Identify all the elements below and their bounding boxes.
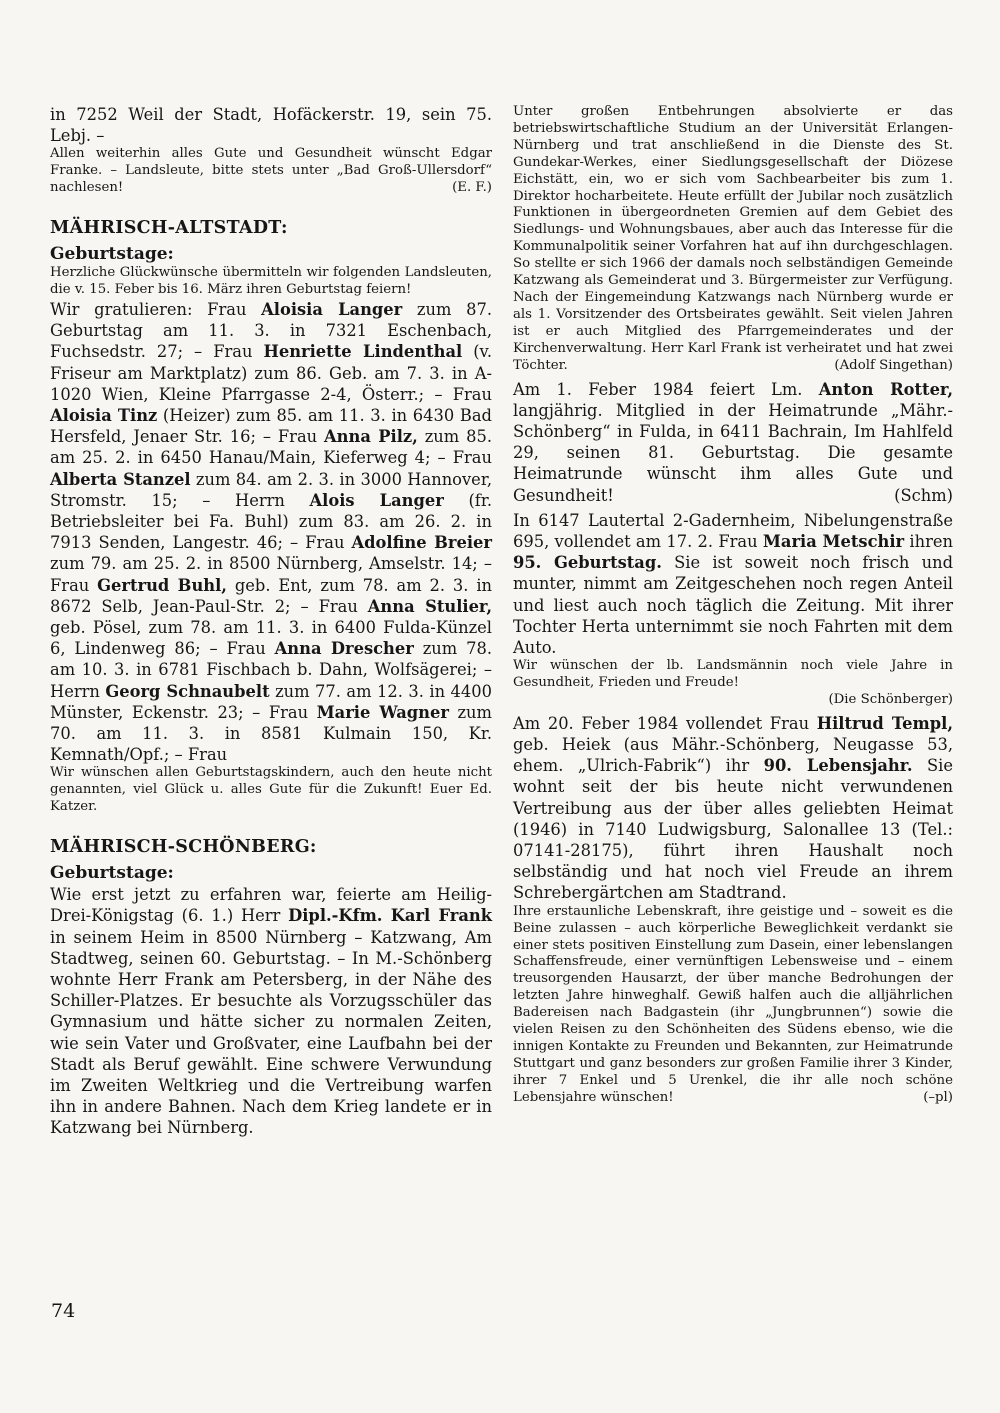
intro-note-text: Allen weiterhin alles Gute und Gesundheit wünscht Edgar Franke. – Landsleute, bitte stets unter „Bad Groß-Ullersdorf“ nachlesen! bbox=[50, 146, 492, 196]
person-name: Marie Wagner bbox=[316, 702, 449, 722]
list-run: (v. Friseur am Marktplatz) zum 86. Geb. am 7. 3. in A-1020 Wien, Kleine Pfarrgasse 2-4, Österr.; – Frau bbox=[50, 342, 492, 404]
intro-note bbox=[50, 146, 492, 197]
person-name: Alois Langer bbox=[309, 490, 444, 510]
metschir-article bbox=[513, 510, 953, 658]
metschir-wish: Wir wünschen der lb. Landsmännin noch viele Jahre in Gesundheit, Frieden und Freude! bbox=[513, 658, 953, 691]
list-run: zum 78. am 10. 3. in 6781 Fischbach b. Dahn, Wolfsägerei; – Herrn bbox=[50, 639, 492, 701]
list-run: zum 79. am 25. 2. in 8500 Nürnberg, Amselstr. 14; – Frau bbox=[50, 554, 492, 595]
list-run: zum 77. am 12. 3. in 4400 Münster, Eckenstr. 23; – Frau bbox=[50, 681, 492, 722]
article-run: Unter großen Entbehrungen absolvierte er das betriebswirtschaftliche Studium an der Universität Erlangen-Nürnberg und trat anschließend in die Dienste des St. Gundekar-Werkes, einer Siedlungsgesellschaft der Diözese Eichstätt, ein, wo er sich vom Sachbearbeiter bis zum 1. Direktor hocharbeitete. Heute erfüllt der Jubilar noch zusätzlich Funktionen in übergeordneten Gremien auf dem Gebiet des Siedlungs- und Wohnungsbaues, aber auch das Interesse für die Kommunalpolitik seiner Vorfahren hat auf ihn durchgeschlagen. So stellte er sich 1966 der damals noch selbständigen Gemeinde Katzwang als Gemeinderat und 3. Bürgermeister zur Verfügung. Nach der Eingemeindung Katzwangs nach Nürnberg wurde er als 1. Vorsitzender des Ortsbeirates gewählt. Seit vielen Jahren ist er auch Mitglied des Pfarrgemeinderates und der Kirchenverwaltung. Herr Karl Frank ist verheiratet und hat zwei Töchter. bbox=[513, 104, 953, 373]
templ-tribute bbox=[513, 904, 953, 1107]
templ-signature: (–pl) bbox=[923, 1089, 953, 1105]
person-name: Adolfine Breier bbox=[351, 533, 492, 553]
person-name: Dipl.-Kfm. Karl Frank bbox=[288, 906, 492, 926]
list-run: (Heizer) zum 85. am 11. 3. in 6430 Bad Hersfeld, Jenaer Str. 16; – Frau bbox=[50, 405, 492, 447]
article-run: Sie ist soweit noch frisch und munter, nimmt am Zeitgeschehen noch regen Anteil und liest auch noch täglich die Zeitung. Mit ihrer Tochter Herta unternimmt sie noch Fahrten mit dem Auto. bbox=[513, 553, 953, 657]
list-run: Wir gratulieren: Frau bbox=[50, 299, 262, 319]
person-name: Maria Metschir bbox=[762, 531, 905, 551]
list-run: (fr. Betriebsleiter bei Fa. Buhl) zum 83. am 26. 2. in 7913 Senden, Langestr. 46; – Frau bbox=[50, 490, 492, 553]
section-heading-schoenberg: MÄHRISCH-SCHÖNBERG: bbox=[50, 837, 317, 858]
birthday-highlight: 95. Geburtstag. bbox=[513, 553, 662, 573]
list-run: geb. Ent, zum 78. am 2. 3. in 8672 Selb, Jean-Paul-Str. 2; – Frau bbox=[50, 575, 493, 616]
person-name: Hiltrud Templ, bbox=[816, 713, 954, 733]
article-run: In 6147 Lautertal 2-Gadernheim, Nibelungenstraße 695, vollendet am 17. 2. Frau bbox=[513, 510, 953, 551]
person-name: Alberta Stanzel bbox=[50, 469, 191, 489]
article-run: Ihre erstaunliche Lebenskraft, ihre geistige und – soweit es die Beine zulassen – auch körperliche Beweglichkeit verdankt sie einer stets positiven Einstellung zum Dasein, einer lebenslangen Schaffensfreude, einer vernünftigen Lebensweise und – einem treusorgenden Hausarzt, der über manche Bedrohungen der letzten Jahre hinweghalf. Gewiß halfen auch die alljährlichen Badereisen nach Badgastein (ihr „Jungbrunnen“) sowie die vielen Reisen zu den Schönheiten des Südens ebenso, wie die innigen Kontakte zu Freunden und Bekannten, zur Heimatrunde Stuttgart und ganz besonders zur großen Familie ihrer 3 Kinder, ihrer 7 Enkel und 5 Urenkel, die ihr alle noch schöne Lebensjahre wünschen! bbox=[513, 903, 953, 1105]
list-run: zum 84. am 2. 3. in 3000 Hannover, Stromstr. 15; – Herrn bbox=[50, 469, 492, 510]
list-run: zum 70. am 11. 3. in 8581 Kulmain 150, Kr. Kemnath/Opf.; – Frau bbox=[50, 702, 492, 765]
rotter-signature: (Schm) bbox=[894, 485, 953, 505]
birthday-highlight: 90. Lebensjahr. bbox=[763, 756, 913, 776]
subheading-birthdays-schoenberg: Geburtstage: bbox=[50, 863, 174, 884]
person-name: Henriette Lindenthal bbox=[263, 342, 463, 362]
person-name: Gertrud Buhl, bbox=[97, 575, 227, 595]
article-run: Wie erst jetzt zu erfahren war, feierte am Heilig-Drei-Königstag (6. 1.) Herr bbox=[50, 885, 492, 926]
templ-article bbox=[513, 713, 953, 904]
person-name: Georg Schnaubelt bbox=[105, 681, 270, 701]
frank-signature: (Adolf Singethan) bbox=[834, 357, 953, 373]
frank-article-continued bbox=[513, 104, 953, 375]
list-run: zum 87. Geburtstag am 11. 3. in 7321 Eschenbach, Fuchsedstr. 27; – Frau bbox=[50, 299, 492, 362]
intro-text: in 7252 Weil der Stadt, Hofäckerstr. 19, sein 75. Lebj. – bbox=[50, 105, 492, 146]
altstadt-birthday-list bbox=[50, 299, 492, 765]
list-run: zum 85. am 25. 2. in 6450 Hanau/Main, Kieferweg 4; – Frau bbox=[50, 427, 493, 468]
metschir-signature: (Die Schönberger) bbox=[828, 691, 953, 707]
person-name: Anna Stulier, bbox=[367, 596, 492, 616]
intro-signature: (E. F.) bbox=[452, 180, 492, 196]
article-run: geb. Heiek (aus Mähr.-Schönberg, Neugasse 53, ehem. „Ulrich-Fabrik“) ihr bbox=[513, 735, 953, 776]
person-name: Aloisia Langer bbox=[261, 299, 403, 319]
person-name: Anna Pilz, bbox=[324, 427, 418, 447]
section-heading-altstadt: MÄHRISCH-ALTSTADT: bbox=[50, 218, 288, 239]
altstadt-intro: Herzliche Glückwünsche übermitteln wir folgenden Landsleuten, die v. 15. Feber bis 16. März ihren Geburtstag feiern! bbox=[50, 265, 492, 298]
list-run: geb. Pösel, zum 78. am 11. 3. in 6400 Fulda-Künzel 6, Lindenweg 86; – Frau bbox=[50, 617, 492, 659]
page-number: 74 bbox=[51, 1300, 76, 1322]
altstadt-closing: Wir wünschen allen Geburtstagskindern, auch den heute nicht genannten, viel Glück u. alles Gute für die Zukunft! Euer Ed. Katzer. bbox=[50, 765, 492, 815]
article-run: ihren bbox=[904, 531, 953, 551]
person-name: Anton Rotter, bbox=[818, 379, 953, 399]
article-run: in seinem Heim in 8500 Nürnberg – Katzwang, Am Stadtweg, seinen 60. Geburtstag. – In M.-Schönberg wohnte Herr Frank am Petersberg, in der Nähe des Schiller-Platzes. Er besuchte als Vorzugsschüler das Gymnasium und hätte sicher zu normalen Zeiten, wie sein Vater und Großvater, eine Laufbahn bei der Stadt als Beruf gewählt. Eine schwere Verwundung im Zweiten Weltkrieg und die Vertreibung warfen ihn in andere Bahnen. Nach dem Krieg landete er in Katzwang bei Nürnberg. bbox=[50, 927, 492, 1138]
article-run: Am 20. Feber 1984 vollendet Frau bbox=[513, 713, 817, 733]
left-column bbox=[50, 104, 492, 1139]
person-name: Anna Drescher bbox=[274, 639, 414, 659]
article-run: langjährig. Mitglied in der Heimatrunde „Mähr.-Schönberg“ in Fulda, in 6411 Bachrain, Im Hahlfeld 29, seinen 81. Geburtstag. Die gesamte Heimatrunde wünscht ihm alles Gute und Gesundheit! bbox=[513, 400, 953, 505]
person-name: Aloisia Tinz bbox=[50, 405, 158, 425]
frank-article bbox=[50, 884, 492, 1138]
right-column bbox=[513, 104, 953, 1107]
subheading-birthdays-altstadt: Geburtstage: bbox=[50, 244, 174, 265]
article-run: Am 1. Feber 1984 feiert Lm. bbox=[513, 379, 819, 399]
article-run: Sie wohnt seit der bis heute nicht verwundenen Vertreibung aus der über alles geliebten Heimat (1946) in 7140 Ludwigsburg, Salonallee 13 (Tel.: 07141-28175), führt ihren Haushalt noch selbständig und hat noch viel Freude an ihrem Schrebergärtchen am Stadtrand. bbox=[513, 756, 953, 903]
rotter-article bbox=[513, 379, 953, 506]
